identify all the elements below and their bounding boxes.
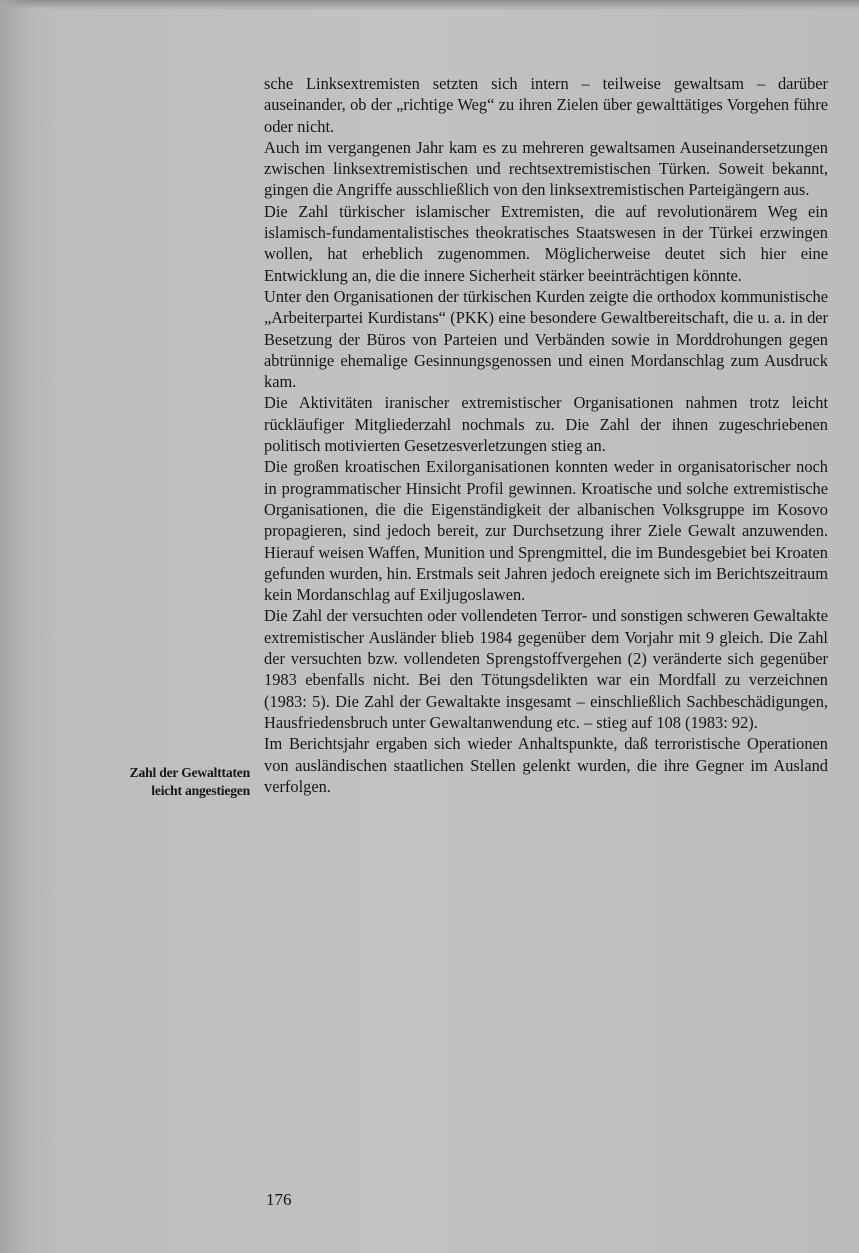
page-binding-shadow (0, 0, 30, 1253)
margin-note (50, 764, 250, 799)
page-number: 176 (266, 1190, 292, 1209)
paragraph-3: Die Zahl türkischer islamischer Extremisten, die auf revolutionärem Weg ein islamisch-fundamentalistisches theokratisches Staatswesen in der Türkei erzwingen wollen, hat erheblich zugenommen. Möglicherweise deutet sich hier eine Entwicklung an, die die innere Sicherheit stärker beeinträchtigen könnte. (264, 201, 828, 285)
paragraph-4: Unter den Organisationen der türkischen Kurden zeigte die orthodox kommunistische „Arbeiterpartei Kurdistans“ (PKK) eine besondere Gewaltbereitschaft, die u. a. in der Besetzung der Büros von Parteien und Verbänden sowie in Morddrohungen gegen abtrünnige ehemalige Gesinnungsgenossen und einen Mordanschlag zum Ausdruck kam. (264, 286, 828, 392)
paragraph-5: Die Aktivitäten iranischer extremistischer Organisationen nahmen trotz leicht rückläufiger Mitgliederzahl nochmals zu. Die Zahl der ihnen zugeschriebenen politisch motivierten Gesetzesverletzungen stieg an. (264, 393, 828, 456)
margin-note-line-1: Zahl der Gewalttaten (129, 765, 250, 780)
body-text (264, 73, 828, 797)
paragraph-2: Auch im vergangenen Jahr kam es zu mehreren gewaltsamen Auseinandersetzungen zwischen linksextremistischen und rechtsextremistischen Türken. Soweit bekannt, gingen die Angriffe ausschließlich von den linksextremistischen Parteigängern aus. (264, 137, 828, 200)
margin-note-line-2: leicht angestiegen (151, 782, 250, 798)
paragraph-8: Im Berichtsjahr ergaben sich wieder Anhaltspunkte, daß terroristische Operationen von ausländischen staatlichen Stellen gelenkt wurden, die ihre Gegner im Ausland verfolgen. (264, 734, 828, 796)
page-top-shadow (0, 0, 859, 10)
paragraph-6: Die großen kroatischen Exilorganisationen konnten weder in organisatorischer noch in programmatischer Hinsicht Profil gewinnen. Kroatische und solche extremistische Organisationen, die die Eigenständigkeit der albanischen Volksgruppe im Kosovo propagieren, sind jedoch bereit, zur Durchsetzung ihrer Ziele Gewalt anzuwenden. Hierauf weisen Waffen, Munition und Sprengmittel, die im Bundesgebiet bei Kroaten gefunden wurden, hin. Erstmals seit Jahren jedoch ereignete sich im Berichtszeitraum kein Mordanschlag auf Exiljugoslawen. (264, 457, 828, 605)
paragraph-1: sche Linksextremisten setzten sich intern – teilweise gewaltsam – darüber auseinander, ob der „richtige Weg“ zu ihren Zielen über gewalttätiges Vorgehen führe oder nicht. (264, 74, 828, 136)
paragraph-7: Die Zahl der versuchten oder vollendeten Terror- und sonstigen schweren Gewaltakte extremistischer Ausländer blieb 1984 gegenüber dem Vorjahr mit 9 gleich. Die Zahl der versuchten bzw. vollendeten Sprengstoffvergehen (2) veränderte sich gegenüber 1983 ebenfalls nicht. Bei den Tötungsdelikten war ein Mordfall zu verzeichnen (1983: 5). Die Zahl der Gewaltakte insgesamt – einschließlich Sachbeschädigungen, Hausfriedensbruch unter Gewaltanwendung etc. – stieg auf 108 (1983: 92). (264, 606, 828, 732)
